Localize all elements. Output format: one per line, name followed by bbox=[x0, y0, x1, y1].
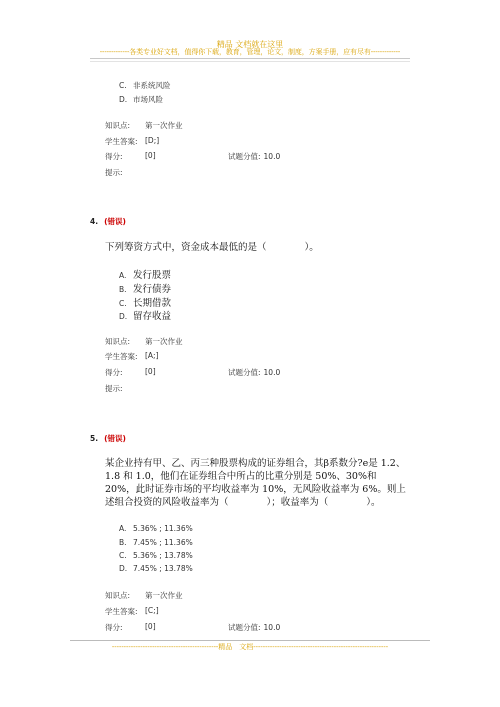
q4-answer-value: [A;] bbox=[145, 351, 159, 360]
q3-total-value: 10.0 bbox=[263, 152, 281, 161]
q3-answer-value: [D;] bbox=[145, 136, 160, 145]
q3-knowledge-value: 第一次作业 bbox=[145, 121, 183, 130]
q4-knowledge-row bbox=[105, 336, 183, 347]
q5-total-label: 试题分值: bbox=[228, 623, 261, 632]
q5-answer-value: [C;] bbox=[145, 606, 159, 615]
footer-divider bbox=[70, 640, 430, 641]
footer-text: ---------------------------------------------精品 文档--------------------------------------------------------- bbox=[111, 643, 389, 651]
q5-option-c-key: C. bbox=[119, 551, 127, 560]
q4-score-label: 得分: bbox=[105, 368, 123, 377]
q3-score-value: [0] bbox=[145, 151, 156, 160]
header-divider bbox=[90, 58, 410, 59]
q3-knowledge-row bbox=[105, 120, 183, 131]
q4-option-a-key: A. bbox=[119, 271, 127, 280]
q5-score-row bbox=[105, 622, 281, 633]
q5-total-value: 10.0 bbox=[263, 623, 281, 632]
q5-header bbox=[90, 433, 126, 444]
q3-option-c-key: C. bbox=[119, 81, 127, 90]
header-title: 精品 文档就在这里 bbox=[216, 40, 284, 49]
q5-option-a bbox=[119, 524, 193, 533]
q3-option-c bbox=[119, 80, 171, 91]
q5-knowledge-value: 第一次作业 bbox=[145, 591, 183, 600]
q4-status-badge: (错误) bbox=[104, 217, 126, 226]
q4-question-text: 下列筹资方式中，资金成本最低的是（ ）。 bbox=[105, 242, 319, 253]
q3-answer-label: 学生答案: bbox=[105, 137, 138, 146]
q5-number: 5. bbox=[90, 434, 99, 443]
q3-option-d-text: 市场风险 bbox=[133, 95, 163, 104]
q3-total-label: 试题分值: bbox=[228, 152, 261, 161]
q5-option-c-text: 5.36% ; 13.78% bbox=[133, 551, 193, 560]
q5-option-d-text: 7.45% ; 13.78% bbox=[133, 564, 193, 573]
q4-option-a-text: 发行股票 bbox=[133, 270, 172, 281]
q4-option-d bbox=[119, 308, 171, 322]
q4-answer-label: 学生答案: bbox=[105, 352, 138, 361]
q5-option-d-key: D. bbox=[119, 564, 128, 573]
q4-answer-row bbox=[105, 351, 159, 362]
q3-hint-label: 提示: bbox=[105, 168, 123, 177]
q4-knowledge-value: 第一次作业 bbox=[145, 337, 183, 346]
q4-option-b-text: 发行债券 bbox=[133, 284, 172, 295]
q5-option-b-text: 7.45% ; 11.36% bbox=[133, 538, 193, 547]
q4-total-label: 试题分值: bbox=[228, 368, 261, 377]
q3-score-row bbox=[105, 151, 281, 162]
q5-option-c bbox=[119, 551, 193, 560]
q4-option-b bbox=[119, 281, 171, 295]
q4-option-c-key: C. bbox=[119, 299, 127, 308]
q3-option-d bbox=[119, 94, 163, 105]
q4-total-value: 10.0 bbox=[263, 368, 281, 377]
q4-option-d-text: 留存收益 bbox=[133, 311, 172, 322]
q5-option-a-text: 5.36% ; 11.36% bbox=[133, 524, 193, 533]
q4-option-d-key: D. bbox=[119, 312, 128, 321]
q3-hint-row bbox=[105, 167, 123, 178]
q4-option-a bbox=[119, 267, 171, 281]
q5-option-b bbox=[119, 538, 193, 547]
header-subtitle: -------------各类专业好文档，值得你下载，教育，管理，论文，制度，方案手册，应有尽有------------- bbox=[99, 48, 401, 56]
q3-answer-row bbox=[105, 136, 160, 147]
q5-score-value: [0] bbox=[145, 622, 156, 631]
q5-score-label: 得分: bbox=[105, 623, 123, 632]
q5-answer-label: 学生答案: bbox=[105, 607, 138, 616]
header-divider-secondary bbox=[90, 61, 410, 62]
q5-option-d bbox=[119, 564, 193, 573]
q5-answer-row bbox=[105, 606, 159, 617]
q4-hint-label: 提示: bbox=[105, 384, 123, 393]
q3-knowledge-label: 知识点: bbox=[105, 121, 131, 130]
q4-score-value: [0] bbox=[145, 367, 156, 376]
q5-knowledge-row bbox=[105, 590, 183, 601]
q4-score-row bbox=[105, 367, 281, 378]
q4-knowledge-label: 知识点: bbox=[105, 337, 131, 346]
q5-question-text: 某企业持有甲、乙、丙三种股票构成的证券组合，其β系数分?e是 1.2、1.8 和 1.0，他们在证券组合中所占的比重分别是 50%、30%和 20%，此时证券市场的平均收益率为 10%，无风险收益率为 6%。则上述组合投资的风险收益率为（ ）；收益率为（ ）。 bbox=[105, 458, 406, 508]
q3-option-c-text: 非系统风险 bbox=[133, 81, 171, 90]
q4-number: 4. bbox=[90, 217, 99, 226]
q5-knowledge-label: 知识点: bbox=[105, 591, 131, 600]
q5-option-a-key: A. bbox=[119, 524, 127, 533]
q5-option-b-key: B. bbox=[119, 538, 127, 547]
q5-status-badge: (错误) bbox=[104, 434, 126, 443]
q4-option-b-key: B. bbox=[119, 285, 127, 294]
q4-header bbox=[90, 216, 126, 227]
q4-option-c bbox=[119, 295, 171, 309]
q4-hint-row bbox=[105, 383, 123, 394]
q3-score-label: 得分: bbox=[105, 152, 123, 161]
q4-option-c-text: 长期借款 bbox=[133, 298, 172, 309]
q3-option-d-key: D. bbox=[119, 95, 128, 104]
